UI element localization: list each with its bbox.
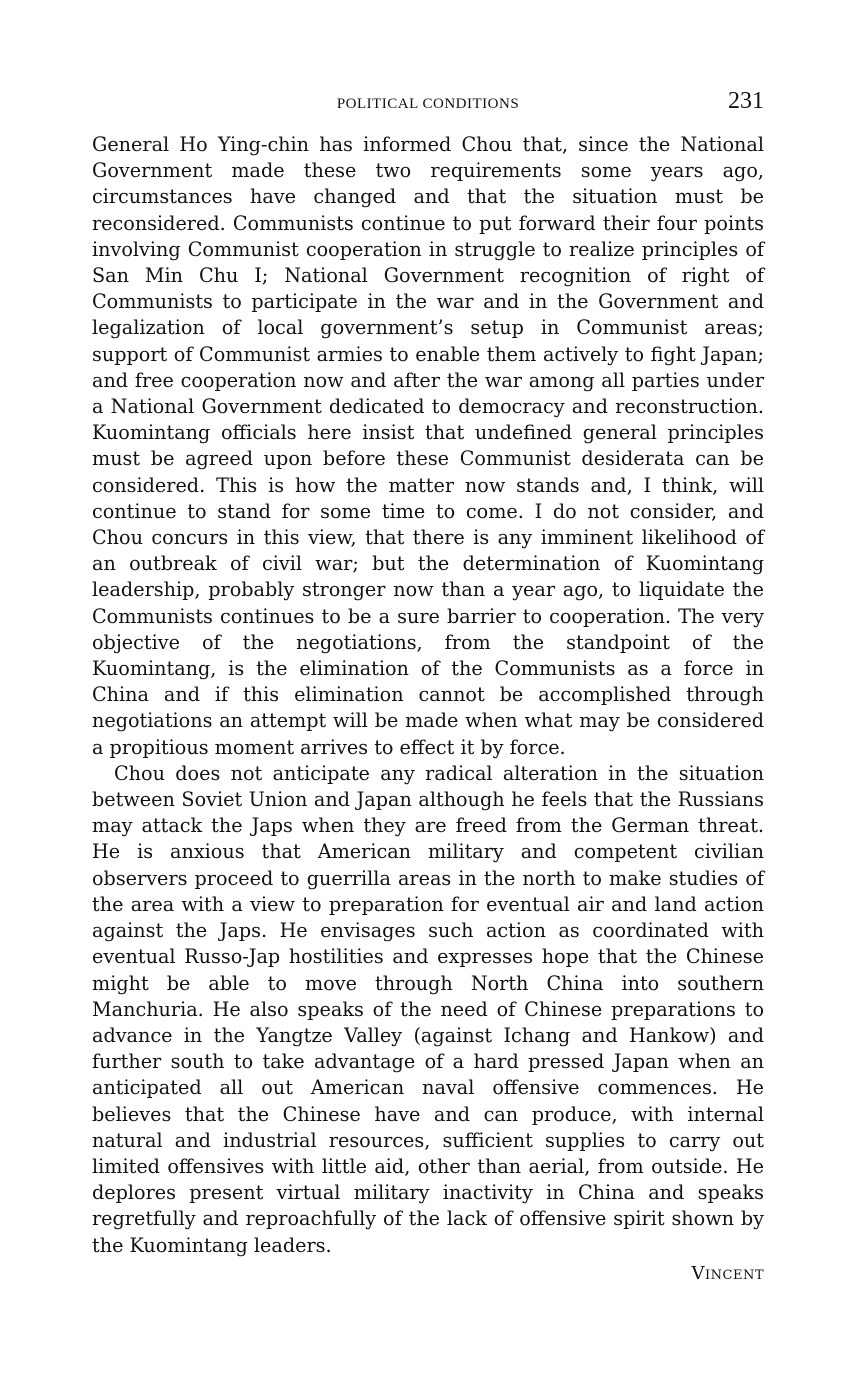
page-number: 231 <box>728 88 764 114</box>
body-text <box>92 132 764 1259</box>
running-title: POLITICAL CONDITIONS <box>336 96 520 112</box>
signature: Vincent <box>691 1262 764 1284</box>
paragraph-1: General Ho Ying-chin has informed Chou that, since the National Government made these two requirements some years ago, circumstances have changed and that the situation must be reconsidered. Communists continue to put forward their four points involving Communist cooperation in struggle to realize principles of San Min Chu I; National Government recognition of right of Communists to participate in the war and in the Government and legalization of local government’s setup in Communist areas; support of Communist armies to enable them actively to fight Japan; and free cooperation now and after the war among all parties under a National Government dedicated to democracy and reconstruction. Kuomintang officials here insist that undefined general principles must be agreed upon before these Communist desiderata can be considered. This is how the matter now stands and, I think, will continue to stand for some time to come. I do not consider, and Chou concurs in this view, that there is any imminent likelihood of an outbreak of civil war; but the determination of Kuomintang leadership, probably stronger now than a year ago, to liquidate the Communists continues to be a sure barrier to cooperation. The very objective of the negotiations, from the standpoint of the Kuomintang, is the elimination of the Communists as a force in China and if this elimination cannot be accomplished through negotiations an attempt will be made when what may be considered a propitious moment arrives to effect it by force. <box>92 133 764 759</box>
paragraph-2: Chou does not anticipate any radical alteration in the situation between Soviet Union and Japan although he feels that the Russians may attack the Japs when they are freed from the German threat. He is anxious that American military and competent civilian observers proceed to guerrilla areas in the north to make studies of the area with a view to preparation for eventual air and land action against the Japs. He envisages such action as coordinated with eventual Russo-Jap hostilities and expresses hope that the Chinese might be able to move through North China into southern Manchuria. He also speaks of the need of Chinese preparations to advance in the Yangtze Valley (against Ichang and Hankow) and further south to take advantage of a hard pressed Japan when an anticipated all out American naval offensive commences. He believes that the Chinese have and can produce, with internal natural and industrial resources, sufficient supplies to carry out limited offensives with little aid, other than aerial, from outside. He deplores present virtual military inactivity in China and speaks regretfully and reproachfully of the lack of offensive spirit shown by the Kuomintang leaders. <box>92 761 764 1257</box>
document-page <box>92 88 764 1284</box>
running-header <box>92 88 764 120</box>
